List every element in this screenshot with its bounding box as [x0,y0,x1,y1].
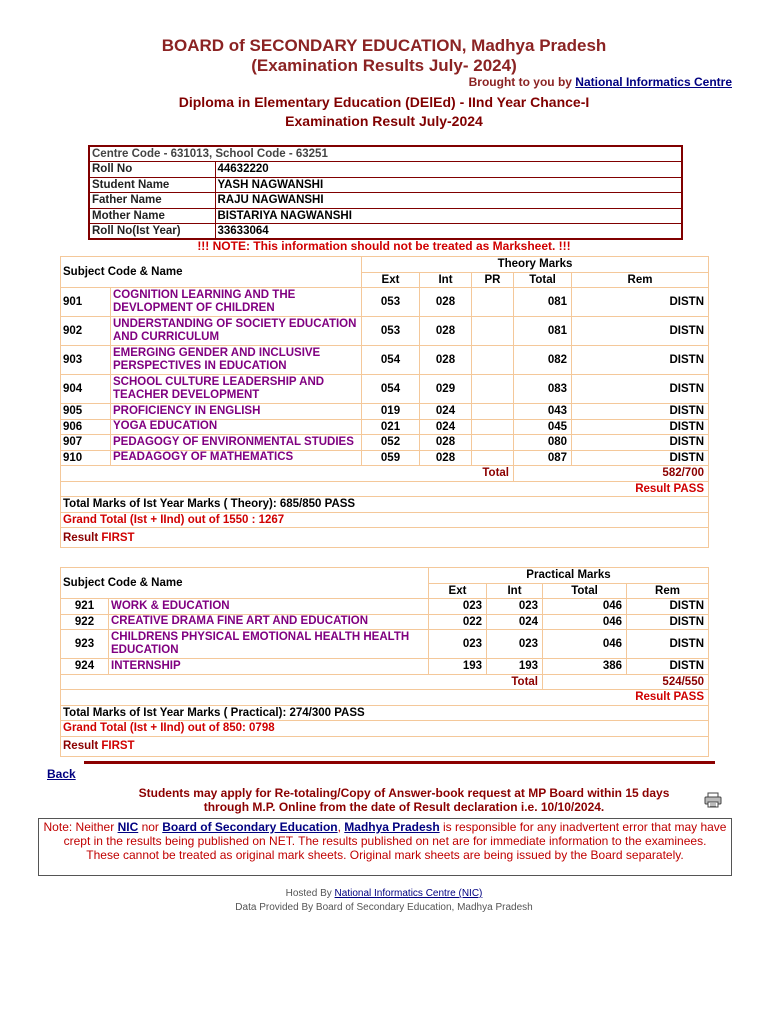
ext-marks: 019 [362,404,420,420]
first-year-row [61,705,709,721]
ext-marks: 023 [429,599,487,615]
subject-row [61,435,709,451]
pr-marks [472,346,514,375]
subject-code: 910 [61,450,111,466]
int-marks: 028 [420,435,472,451]
remark: DISTN [572,404,709,420]
subject-row [61,630,709,659]
subject-row [61,317,709,346]
subject-header: Subject Code & Name [61,257,362,288]
remark: DISTN [572,288,709,317]
disclaimer-box [38,818,732,876]
subject-code: 907 [61,435,111,451]
subject-row [61,614,709,630]
subject-row [61,450,709,466]
ext-marks: 022 [429,614,487,630]
final-result [61,528,709,548]
ext-marks: 054 [362,375,420,404]
back-link[interactable]: Back [47,767,76,781]
subject-row [61,404,709,420]
nic-link[interactable]: National Informatics Centre [575,75,732,89]
subject-code: 922 [61,614,109,630]
pr-marks [472,375,514,404]
result-pass: Result PASS [61,481,709,497]
subject-name: INTERNSHIP [109,659,429,675]
retotal-line-1: Students may apply for Re-totaling/Copy of Answer-book request at MP Board within 15 days [138,786,670,800]
info-row [89,208,682,224]
back-container [47,767,76,781]
remark: DISTN [572,375,709,404]
pr-marks [472,404,514,420]
info-value: RAJU NAGWANSHI [215,193,682,209]
col-total: Total [514,272,572,288]
result-value: FIRST [101,531,135,544]
int-marks: 028 [420,346,472,375]
remark: DISTN [572,435,709,451]
remark: DISTN [572,450,709,466]
ext-marks: 054 [362,346,420,375]
retotal-line-2: through M.P. Online from the date of Result declaration i.e. 10/10/2024. [203,800,605,814]
total-marks: 087 [514,450,572,466]
hosted-by [0,888,768,899]
hosted-prefix: Hosted By [285,888,335,899]
int-marks: 029 [420,375,472,404]
col-rem: Rem [627,583,709,599]
disc-post: is responsible for any inadvertent error that may have crept in the results being published on NET. The results published on net are for immediate information to the examinees. [63,820,727,848]
subject-row [61,346,709,375]
subject-code: 921 [61,599,109,615]
centre-row [89,146,682,162]
info-label: Mother Name [89,208,215,224]
practical-result-row [61,690,709,706]
int-marks: 028 [420,317,472,346]
total-marks: 046 [543,614,627,630]
pr-marks [472,288,514,317]
disc-pre: Note: Neither [43,820,118,834]
pr-marks [472,435,514,451]
total-label: Total [61,674,543,690]
total-marks: 043 [514,404,572,420]
subject-name: CREATIVE DRAMA FINE ART AND EDUCATION [109,614,429,630]
grand-total: Grand Total (Ist + IInd) out of 850: 0798 [61,721,709,737]
remark: DISTN [627,614,709,630]
subject-code: 923 [61,630,109,659]
int-marks: 023 [487,599,543,615]
brought-prefix: Brought to you by [468,75,576,89]
subject-name: PEDAGOGY OF ENVIRONMENTAL STUDIES [111,435,362,451]
ext-marks: 193 [429,659,487,675]
subject-name: UNDERSTANDING OF SOCIETY EDUCATION AND CURRICULUM [111,317,362,346]
total-marks: 083 [514,375,572,404]
ext-marks: 023 [429,630,487,659]
remark: DISTN [572,346,709,375]
nic-disclaimer-link[interactable]: NIC [117,820,139,834]
remark: DISTN [627,599,709,615]
total-marks: 046 [543,599,627,615]
subject-name: CHILDRENS PHYSICAL EMOTIONAL HEALTH HEALTH EDUCATION [109,630,429,659]
info-row [89,162,682,178]
info-value: 44632220 [215,162,682,178]
subject-name: YOGA EDUCATION [111,419,362,435]
subject-code: 901 [61,288,111,317]
remark: DISTN [572,419,709,435]
subject-row [61,288,709,317]
subject-name: WORK & EDUCATION [109,599,429,615]
page-title: BOARD of SECONDARY EDUCATION, Madhya Pradesh [161,36,607,55]
exam-name: Diploma in Elementary Education (DElEd) - IInd Year Chance-I [178,94,590,110]
subject-code: 905 [61,404,111,420]
int-marks: 028 [420,450,472,466]
pr-marks [472,317,514,346]
result-value: FIRST [101,740,135,752]
first-year-row [61,497,709,513]
total-marks: 082 [514,346,572,375]
ext-marks: 059 [362,450,420,466]
divider [84,761,715,764]
subject-name: EMERGING GENDER AND INCLUSIVE PERSPECTIVES IN EDUCATION [111,346,362,375]
info-label: Father Name [89,193,215,209]
info-value: BISTARIYA NAGWANSHI [215,208,682,224]
page-subtitle: (Examination Results July- 2024) [251,56,517,75]
col-ext: Ext [362,272,420,288]
int-marks: 024 [487,614,543,630]
ext-marks: 052 [362,435,420,451]
subject-name: PROFICIENCY IN ENGLISH [111,404,362,420]
theory-result-row [61,481,709,497]
info-value: YASH NAGWANSHI [215,177,682,193]
info-label: Roll No(Ist Year) [89,224,215,240]
mp-link[interactable]: Madhya Pradesh [344,820,440,834]
practical-header-row [61,568,709,584]
col-pr: PR [472,272,514,288]
int-marks: 024 [420,419,472,435]
pr-marks [472,419,514,435]
total-marks: 046 [543,630,627,659]
disclaimer-line-1 [39,820,731,848]
final-result-row [61,736,709,756]
final-result-row [61,528,709,548]
practical-total-row [61,674,709,690]
ext-marks: 021 [362,419,420,435]
int-marks: 028 [420,288,472,317]
col-int: Int [487,583,543,599]
theory-group-header: Theory Marks [362,257,709,273]
info-label: Roll No [89,162,215,178]
data-provided: Data Provided By Board of Secondary Education, Madhya Pradesh [235,902,533,913]
theory-header-row [61,257,709,273]
first-year-marks: Total Marks of Ist Year Marks ( Practical): 274/300 PASS [61,705,709,721]
info-row [89,177,682,193]
total-marks: 081 [514,317,572,346]
col-ext: Ext [429,583,487,599]
total-marks: 386 [543,659,627,675]
brought-by [469,75,732,89]
subject-header: Subject Code & Name [61,568,429,599]
theory-total-row [61,466,709,482]
subject-name: COGNITION LEARNING AND THE DEVLOPMENT OF CHILDREN [111,288,362,317]
total-value: 582/700 [514,466,709,482]
total-marks: 080 [514,435,572,451]
disc-comma: , [337,820,345,834]
info-label: Student Name [89,177,215,193]
nic-footer-link[interactable]: National Informatics Centre (NIC) [334,888,483,899]
col-int: Int [420,272,472,288]
result-label: Result [63,740,102,752]
remark: DISTN [572,317,709,346]
student-info-table [88,145,683,240]
subject-name: SCHOOL CULTURE LEADERSHIP AND TEACHER DEVELOPMENT [111,375,362,404]
subject-code: 902 [61,317,111,346]
ext-marks: 053 [362,288,420,317]
col-total: Total [543,583,627,599]
info-row [89,193,682,209]
subject-code: 904 [61,375,111,404]
remark: DISTN [627,630,709,659]
practical-marks-table [60,567,709,757]
final-result [61,736,709,756]
grand-total: Grand Total (Ist + IInd) out of 1550 : 1267 [61,512,709,528]
marksheet-note: !!! NOTE: This information should not be treated as Marksheet. !!! [197,239,571,253]
total-label: Total [61,466,514,482]
ext-marks: 053 [362,317,420,346]
printer-icon[interactable] [704,792,722,813]
result-pass: Result PASS [61,690,709,706]
theory-marks-table [60,256,709,548]
grand-total-row [61,721,709,737]
subject-code: 906 [61,419,111,435]
pr-marks [472,450,514,466]
total-value: 524/550 [543,674,709,690]
disc-mid: nor [138,820,163,834]
subject-row [61,375,709,404]
subject-name: PEADAGOGY OF MATHEMATICS [111,450,362,466]
result-label: Result [63,531,102,544]
subject-row [61,599,709,615]
bse-link[interactable]: Board of Secondary Education [162,820,338,834]
centre-line: Centre Code - 631013, School Code - 63251 [89,146,682,162]
exam-session: Examination Result July-2024 [285,113,483,129]
int-marks: 193 [487,659,543,675]
total-marks: 045 [514,419,572,435]
subject-code: 903 [61,346,111,375]
info-row [89,224,682,240]
total-marks: 081 [514,288,572,317]
info-value: 33633064 [215,224,682,240]
col-rem: Rem [572,272,709,288]
int-marks: 023 [487,630,543,659]
subject-row [61,419,709,435]
practical-group-header: Practical Marks [429,568,709,584]
remark: DISTN [627,659,709,675]
subject-row [61,659,709,675]
subject-code: 924 [61,659,109,675]
first-year-marks: Total Marks of Ist Year Marks ( Theory): 685/850 PASS [61,497,709,513]
retotal-notice [0,786,768,814]
int-marks: 024 [420,404,472,420]
grand-total-row [61,512,709,528]
disclaimer-line-2: These cannot be treated as original mark sheets. Original mark sheets are being issued by the Board separately. [86,848,684,862]
